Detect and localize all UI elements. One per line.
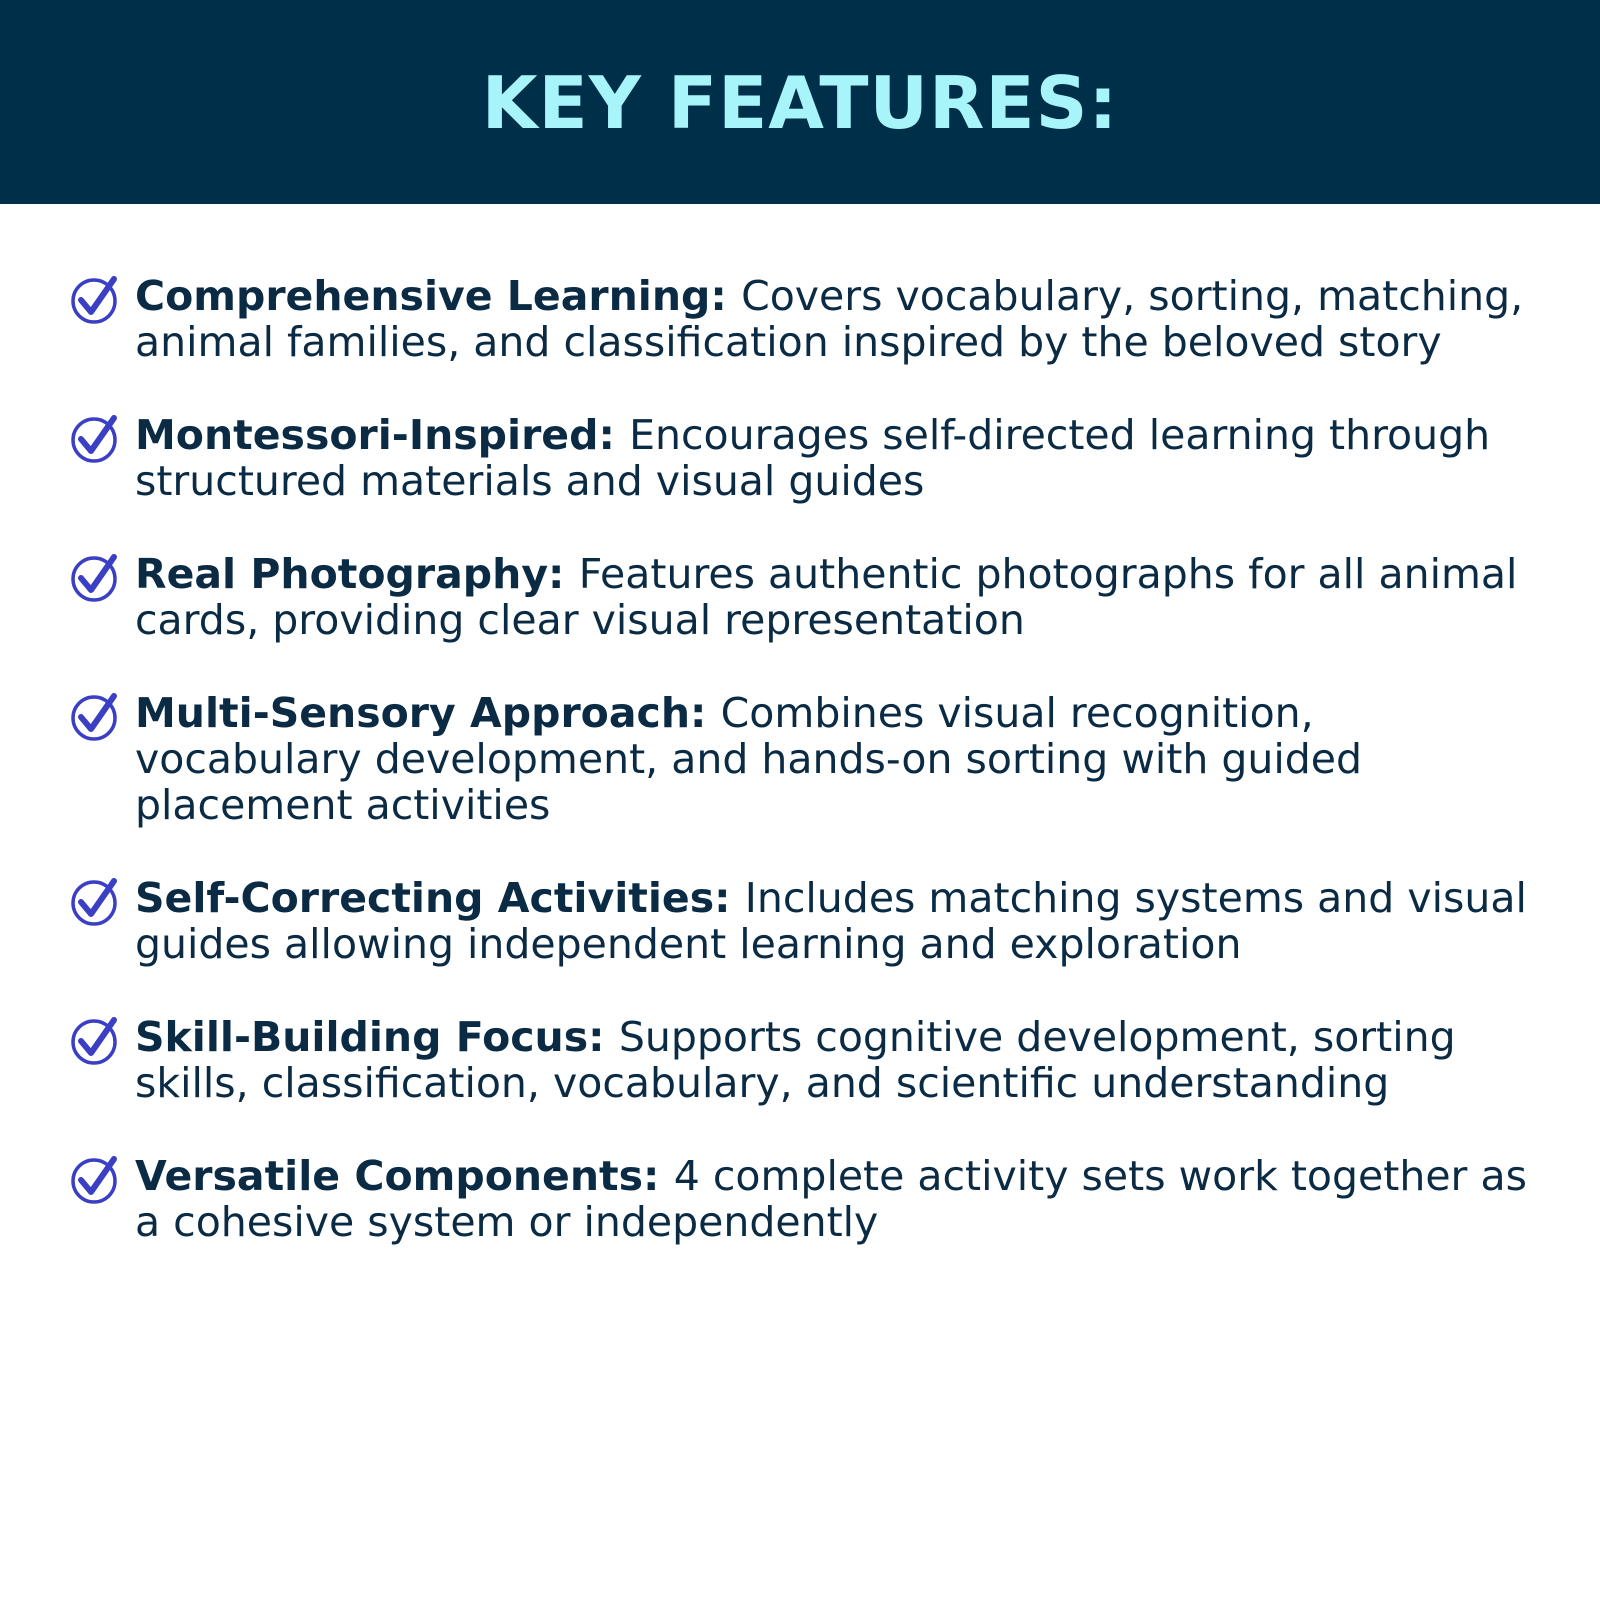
feature-title: Multi-Sensory Approach: [135, 689, 721, 737]
feature-description: 4 complete activity sets work together as a cohesive system or independently [135, 1152, 1527, 1246]
feature-item [70, 551, 1550, 643]
feature-item [70, 412, 1550, 504]
feature-item [70, 690, 1550, 828]
feature-description: Covers vocabulary, sorting, matching, animal families, and classification inspired by the beloved story [135, 272, 1524, 366]
feature-description: Features authentic photographs for all animal cards, providing clear visual representation [135, 550, 1518, 644]
feature-item [70, 875, 1550, 967]
feature-title: Versatile Components: [135, 1152, 674, 1200]
feature-title: Real Photography: [135, 550, 579, 598]
check-circle-icon [70, 273, 122, 325]
feature-title: Self-Correcting Activities: [135, 874, 745, 922]
header-banner [0, 0, 1600, 204]
check-circle-icon [70, 412, 122, 464]
feature-item [70, 1014, 1550, 1106]
check-circle-icon [70, 1153, 122, 1205]
check-circle-icon [70, 690, 122, 742]
feature-description: Supports cognitive development, sorting skills, classification, vocabulary, and scientific understanding [135, 1013, 1456, 1107]
check-circle-icon [70, 1014, 122, 1066]
feature-title: Skill-Building Focus: [135, 1013, 619, 1061]
feature-item [70, 273, 1550, 365]
check-circle-icon [70, 875, 122, 927]
page-title: KEY FEATURES: [481, 61, 1119, 145]
feature-description: Combines visual recognition, vocabulary development, and hands-on sorting with guided placement activities [135, 689, 1363, 829]
feature-item [70, 1153, 1550, 1245]
feature-title: Comprehensive Learning: [135, 272, 742, 320]
feature-description: Encourages self-directed learning through structured materials and visual guides [135, 411, 1491, 505]
feature-description: Includes matching systems and visual guides allowing independent learning and exploration [135, 874, 1527, 968]
check-circle-icon [70, 551, 122, 603]
feature-list [70, 273, 1550, 1292]
feature-title: Montessori-Inspired: [135, 411, 630, 459]
